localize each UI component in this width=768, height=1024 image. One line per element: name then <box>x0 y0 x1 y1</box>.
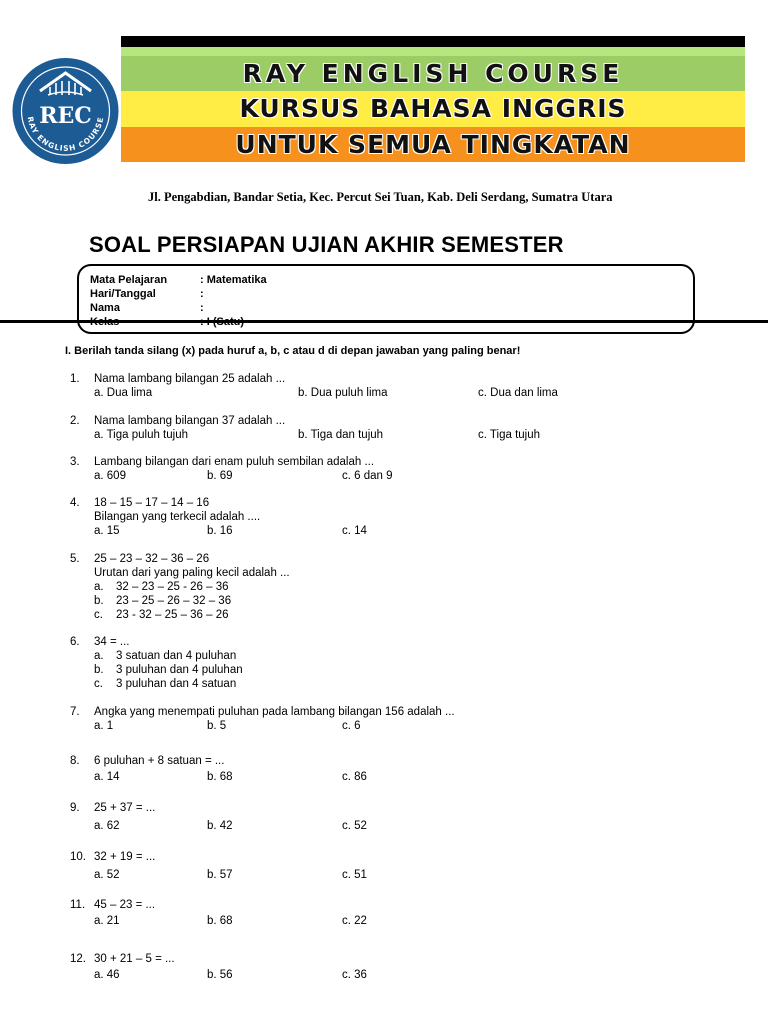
info-subject: Mata Pelajaran : Matematika <box>90 274 267 286</box>
rec-logo <box>12 57 119 165</box>
option-b: b. 42 <box>207 820 233 832</box>
question-7 <box>70 705 455 733</box>
question-number: 5. <box>70 553 80 565</box>
option-b: b. 68 <box>207 915 233 927</box>
option-a: a. 46 <box>94 969 120 981</box>
question-text: 25 + 37 = ... <box>94 802 156 814</box>
question-number: 3. <box>70 456 80 468</box>
question-number: 10. <box>70 851 86 863</box>
question-subtext: Urutan dari yang paling kecil adalah ... <box>94 567 290 579</box>
instruction: I. Berilah tanda silang (x) pada huruf a, b, c atau d di depan jawaban yang paling benar! <box>65 345 521 357</box>
question-5 <box>70 552 290 622</box>
question-text: Nama lambang bilangan 25 adalah ... <box>94 373 286 385</box>
divider-line <box>0 320 768 323</box>
question-number: 11. <box>70 899 86 911</box>
banner-line-2: KURSUS BAHASA INGGRIS <box>121 91 745 127</box>
option-a: a. 32 – 23 – 25 - 26 – 36 <box>94 581 229 593</box>
question-9 <box>70 801 367 833</box>
question-number: 6. <box>70 636 80 648</box>
question-number: 9. <box>70 802 80 814</box>
option-a: a. 14 <box>94 771 120 783</box>
question-text: 32 + 19 = ... <box>94 851 156 863</box>
question-number: 8. <box>70 755 80 767</box>
logo-text: REC <box>39 103 92 129</box>
option-c: c. 86 <box>342 771 367 783</box>
option-c: c. 3 puluhan dan 4 satuan <box>94 678 237 690</box>
question-12 <box>70 952 367 982</box>
option-a: a. Dua lima <box>94 387 153 399</box>
question-number: 7. <box>70 706 80 718</box>
option-c: c. 14 <box>342 525 367 537</box>
option-c: c. 23 - 32 – 25 – 36 – 26 <box>94 609 229 621</box>
option-c: c. Tiga tujuh <box>478 429 541 441</box>
question-number: 12. <box>70 953 86 965</box>
question-text: 18 – 15 – 17 – 14 – 16 <box>94 497 210 509</box>
question-2 <box>70 414 541 442</box>
question-number: 2. <box>70 415 80 427</box>
option-b: b. Dua puluh lima <box>298 387 388 399</box>
question-text: Angka yang menempati puluhan pada lambang bilangan 156 adalah ... <box>94 706 455 718</box>
question-subtext: Bilangan yang terkecil adalah .... <box>94 511 261 523</box>
option-b: b. 3 puluhan dan 4 puluhan <box>94 664 243 676</box>
course-banner <box>121 36 745 162</box>
option-a: a. 62 <box>94 820 120 832</box>
question-text: Lambang bilangan dari enam puluh sembilan adalah ... <box>94 456 375 468</box>
option-c: c. 51 <box>342 869 367 881</box>
address: Jl. Pengabdian, Bandar Setia, Kec. Percut Sei Tuan, Kab. Deli Serdang, Sumatra Utara <box>148 190 613 204</box>
option-b: b. 68 <box>207 771 233 783</box>
option-b: b. 23 – 25 – 26 – 32 – 36 <box>94 595 232 607</box>
banner-light-bar <box>121 47 745 56</box>
question-4 <box>70 496 367 538</box>
info-name: Nama : <box>90 302 204 314</box>
question-text: Nama lambang bilangan 37 adalah ... <box>94 415 286 427</box>
option-b: b. 5 <box>207 720 227 732</box>
page-title: SOAL PERSIAPAN UJIAN AKHIR SEMESTER <box>89 232 564 257</box>
option-c: c. 6 <box>342 720 361 732</box>
option-a: a. 3 satuan dan 4 puluhan <box>94 650 237 662</box>
option-b: b. Tiga dan tujuh <box>298 429 384 441</box>
question-3 <box>70 455 393 483</box>
question-1 <box>70 372 558 400</box>
option-b: b. 16 <box>207 525 233 537</box>
option-c: c. 6 dan 9 <box>342 470 393 482</box>
option-a: a. 609 <box>94 470 126 482</box>
question-text: 45 – 23 = ... <box>94 899 156 911</box>
option-a: a. 21 <box>94 915 120 927</box>
option-a: a. 52 <box>94 869 120 881</box>
option-a: a. 15 <box>94 525 120 537</box>
option-c: c. 22 <box>342 915 367 927</box>
info-date: Hari/Tanggal : <box>90 288 204 300</box>
option-c: c. 36 <box>342 969 367 981</box>
option-c: c. 52 <box>342 820 367 832</box>
question-text: 30 + 21 – 5 = ... <box>94 953 175 965</box>
question-text: 25 – 23 – 32 – 36 – 26 <box>94 553 210 565</box>
question-number: 4. <box>70 497 80 509</box>
question-8 <box>70 754 367 784</box>
question-text: 6 puluhan + 8 satuan = ... <box>94 755 225 767</box>
banner-line-1: RAY ENGLISH COURSE <box>121 56 745 91</box>
option-a: a. Tiga puluh tujuh <box>94 429 188 441</box>
question-number: 1. <box>70 373 80 385</box>
question-6 <box>70 635 243 691</box>
question-11 <box>70 898 367 928</box>
banner-top-bar <box>121 36 745 47</box>
option-b: b. 57 <box>207 869 233 881</box>
question-text: 34 = ... <box>94 636 130 648</box>
option-c: c. Dua dan lima <box>478 387 558 399</box>
logo-ring-text: RAY ENGLISH COURSE <box>25 115 106 153</box>
option-a: a. 1 <box>94 720 114 732</box>
option-b: b. 69 <box>207 470 233 482</box>
banner-line-3: UNTUK SEMUA TINGKATAN <box>121 127 745 162</box>
question-10 <box>70 850 367 882</box>
option-b: b. 56 <box>207 969 233 981</box>
